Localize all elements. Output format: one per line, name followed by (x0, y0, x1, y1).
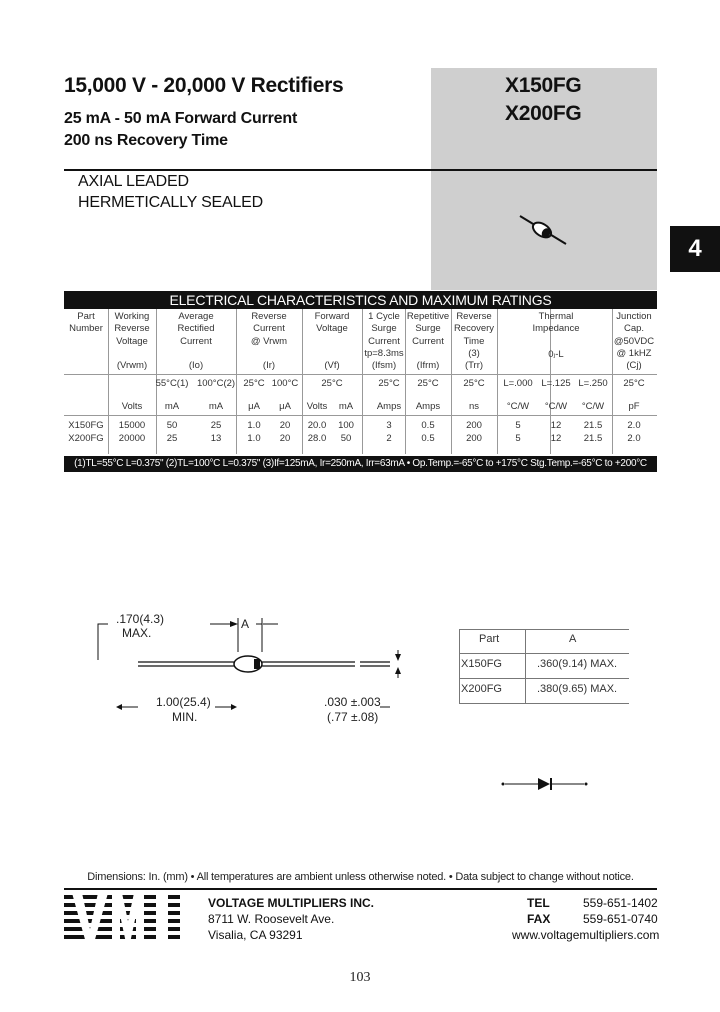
dimension-note: Dimensions: In. (mm) • All temperatures are ambient unless otherwise noted. • Data subject to change without notice. (87, 871, 634, 883)
table-row-1-cell: 5 (515, 420, 521, 431)
tel-label: TEL (527, 896, 550, 910)
table-row-1-cell: 20.0 (307, 420, 327, 431)
subtitle-recovery: 200 ns Recovery Time (64, 132, 228, 149)
table-row-2-cell: 2 (386, 433, 392, 444)
diode-package-icon (518, 212, 570, 248)
part-number-2: X200FG (505, 102, 582, 125)
table-condition-cell: 55°C(1) (155, 378, 189, 389)
table-row-2-cell: 0.5 (421, 433, 435, 444)
table-row-2-cell: 50 (340, 433, 352, 444)
fax-number: 559-651-0740 (583, 912, 658, 926)
table-header-cell: Current (180, 335, 212, 347)
lead-length-min-label: MIN. (172, 710, 198, 724)
table-header-cell: 1 Cycle (368, 311, 400, 322)
table-header-cell: Voltage (116, 335, 148, 347)
table-header-cell: Current (253, 323, 285, 335)
table-footnote: (1)TL=55°C L=0.375" (2)TL=100°C L=0.375" (3)If=125mA, Ir=250mA, Irr=63mA • Op.Temp.=-65°C to +175°C Stg.Temp.=-65°C to +200°C (64, 456, 657, 472)
table-row-1-cell: 21.5 (583, 420, 603, 431)
table-row-1-cell: 100 (338, 420, 354, 431)
table-header-cell: Time (463, 335, 485, 347)
vmi-logo (64, 893, 180, 943)
fax-label: FAX (527, 912, 551, 926)
table-unit-cell: pF (628, 401, 640, 412)
table-header-cell: 0ⱼ-L (548, 349, 564, 360)
table-header-cell: Forward (314, 311, 350, 322)
table-unit-cell: °C/W (506, 401, 530, 412)
table-header-cell: Repetitive (406, 311, 450, 322)
table-row-2-cell: 200 (466, 433, 482, 444)
part-table-row2-part: X200FG (461, 683, 502, 695)
table-condition-cell: 25°C (463, 378, 485, 389)
table-row-2-cell: 25 (166, 433, 178, 444)
table-row-1-cell: 1.0 (247, 420, 261, 431)
table-row-1-cell: 3 (386, 420, 392, 431)
lead-length-label: 1.00(25.4) (156, 695, 211, 709)
footer-divider (64, 888, 657, 890)
table-header-cell: Working (114, 311, 150, 322)
table-header-cell: Surge (415, 323, 441, 335)
company-name: VOLTAGE MULTIPLIERS INC. (208, 896, 374, 910)
characteristics-table (64, 309, 657, 457)
table-unit-cell: Volts (121, 401, 143, 412)
part-dimension-table (459, 629, 629, 704)
package-description-2: HERMETICALLY SEALED (78, 194, 264, 211)
table-header-cell: Current (368, 335, 400, 347)
table-row-2-cell: 20 (279, 433, 291, 444)
table-units-divider (64, 415, 657, 416)
table-row-1-cell: 50 (166, 420, 178, 431)
table-header-cell: Impedance (532, 323, 580, 335)
table-row-1-cell: 200 (466, 420, 482, 431)
table-unit-cell: μA (248, 401, 260, 412)
table-header-cell: Rectified (177, 323, 215, 335)
table-unit-cell: Amps (415, 401, 441, 412)
table-header-cell: Voltage (316, 323, 348, 335)
table-row-2-cell: 1.0 (247, 433, 261, 444)
table-header-cell: Part (77, 311, 95, 322)
table-row-2-cell: 12 (550, 433, 562, 444)
table-header-cell: (Ifsm) (371, 360, 397, 372)
table-unit-cell: mA (208, 401, 224, 412)
table-header-cell: Recovery (453, 323, 495, 335)
website-link[interactable]: www.voltagemultipliers.com (512, 928, 660, 942)
part-table-row1-a: .360(9.14) MAX. (537, 658, 618, 670)
page-number: 103 (349, 970, 371, 985)
table-row-2-cell: 5 (515, 433, 521, 444)
table-unit-cell: mA (338, 401, 354, 412)
table-condition-cell: 25°C (417, 378, 439, 389)
table-condition-cell: 25°C (378, 378, 400, 389)
table-header-cell: Cap. (623, 323, 645, 335)
part-number-1: X150FG (505, 74, 582, 97)
table-header-cell: Current (412, 335, 444, 347)
section-tab: 4 (670, 226, 720, 272)
table-row-1-cell: 12 (550, 420, 562, 431)
table-condition-cell: 25°C (623, 378, 645, 389)
table-row-1-cell: X150FG (68, 420, 104, 431)
table-row-1-cell: 15000 (118, 420, 146, 431)
diode-symbol-icon (500, 776, 590, 792)
table-row-1-cell: 25 (210, 420, 222, 431)
table-header-cell: Junction (616, 311, 652, 322)
table-header-cell: (Ifrm) (416, 360, 440, 372)
address-line-1: 8711 W. Roosevelt Ave. (208, 912, 335, 926)
table-header-cell: Reverse (456, 311, 492, 322)
table-header-cell: (Ir) (262, 360, 276, 372)
table-condition-cell: L=.250 (578, 378, 608, 389)
table-condition-cell: L=.000 (503, 378, 533, 389)
subtitle-current: 25 mA - 50 mA Forward Current (64, 110, 298, 127)
table-row-2-cell: 20000 (118, 433, 146, 444)
page-title: 15,000 V - 20,000 V Rectifiers (64, 74, 344, 97)
table-row-2-cell: 28.0 (307, 433, 327, 444)
body-diameter-label: .170(4.3) (116, 612, 165, 626)
table-unit-cell: mA (164, 401, 180, 412)
table-row-2-cell: 13 (210, 433, 222, 444)
part-table-row1-part: X150FG (461, 658, 502, 670)
table-unit-cell: Volts (306, 401, 328, 412)
part-table-header-part: Part (479, 633, 500, 645)
table-header-cell: @ 1kHZ (616, 347, 652, 359)
table-header-cell: Reverse (251, 311, 287, 322)
table-header-cell: Surge (371, 323, 397, 335)
table-header-cell: Average (178, 311, 214, 322)
dimension-a-label: A (241, 617, 250, 631)
lead-diameter-mm-label: (.77 ±.08) (327, 710, 379, 724)
package-description-1: AXIAL LEADED (78, 173, 189, 190)
table-unit-cell: °C/W (581, 401, 605, 412)
table-unit-cell: °C/W (544, 401, 568, 412)
body-diameter-max-label: MAX. (122, 626, 152, 640)
address-line-2: Visalia, CA 93291 (208, 928, 303, 942)
tel-number: 559-651-1402 (583, 896, 658, 910)
part-table-row2-a: .380(9.65) MAX. (537, 683, 618, 695)
table-unit-cell: Amps (376, 401, 402, 412)
table-header-cell: (Vrwm) (116, 360, 148, 372)
table-row-2-cell: 21.5 (583, 433, 603, 444)
table-header-cell: @50VDC (613, 335, 655, 347)
table-header-cell: (Io) (188, 360, 204, 372)
table-condition-cell: L=.125 (541, 378, 571, 389)
table-condition-cell: 100°C(2) (196, 378, 236, 389)
table-unit-cell: ns (468, 401, 480, 412)
table-header-cell: (Vf) (324, 360, 340, 372)
table-header-cell: @ Vrwm (250, 335, 288, 347)
table-row-2-cell: X200FG (68, 433, 104, 444)
header-divider (64, 169, 657, 171)
table-row-1-cell: 0.5 (421, 420, 435, 431)
part-table-header-a: A (569, 633, 577, 645)
table-header-cell: tp=8.3ms (364, 347, 404, 359)
table-unit-cell: μA (279, 401, 291, 412)
lead-diameter-label: .030 ±.003 (324, 695, 381, 709)
table-header-divider (64, 374, 657, 375)
table-row-2-cell: 2.0 (627, 433, 641, 444)
table-condition-cell: 25°C (321, 378, 343, 389)
table-header-cell: Number (69, 323, 103, 335)
table-condition-cell: 25°C (243, 378, 265, 389)
table-row-1-cell: 2.0 (627, 420, 641, 431)
table-row-1-cell: 20 (279, 420, 291, 431)
table-header-cell: (Cj) (626, 360, 642, 372)
table-heading: ELECTRICAL CHARACTERISTICS AND MAXIMUM RATINGS (64, 291, 657, 309)
table-header-cell: Thermal (538, 311, 574, 322)
table-header-cell: Reverse (114, 323, 150, 335)
table-header-cell: (Trr) (464, 360, 484, 372)
table-condition-cell: 100°C (271, 378, 299, 389)
table-header-cell: (3) (468, 347, 480, 359)
